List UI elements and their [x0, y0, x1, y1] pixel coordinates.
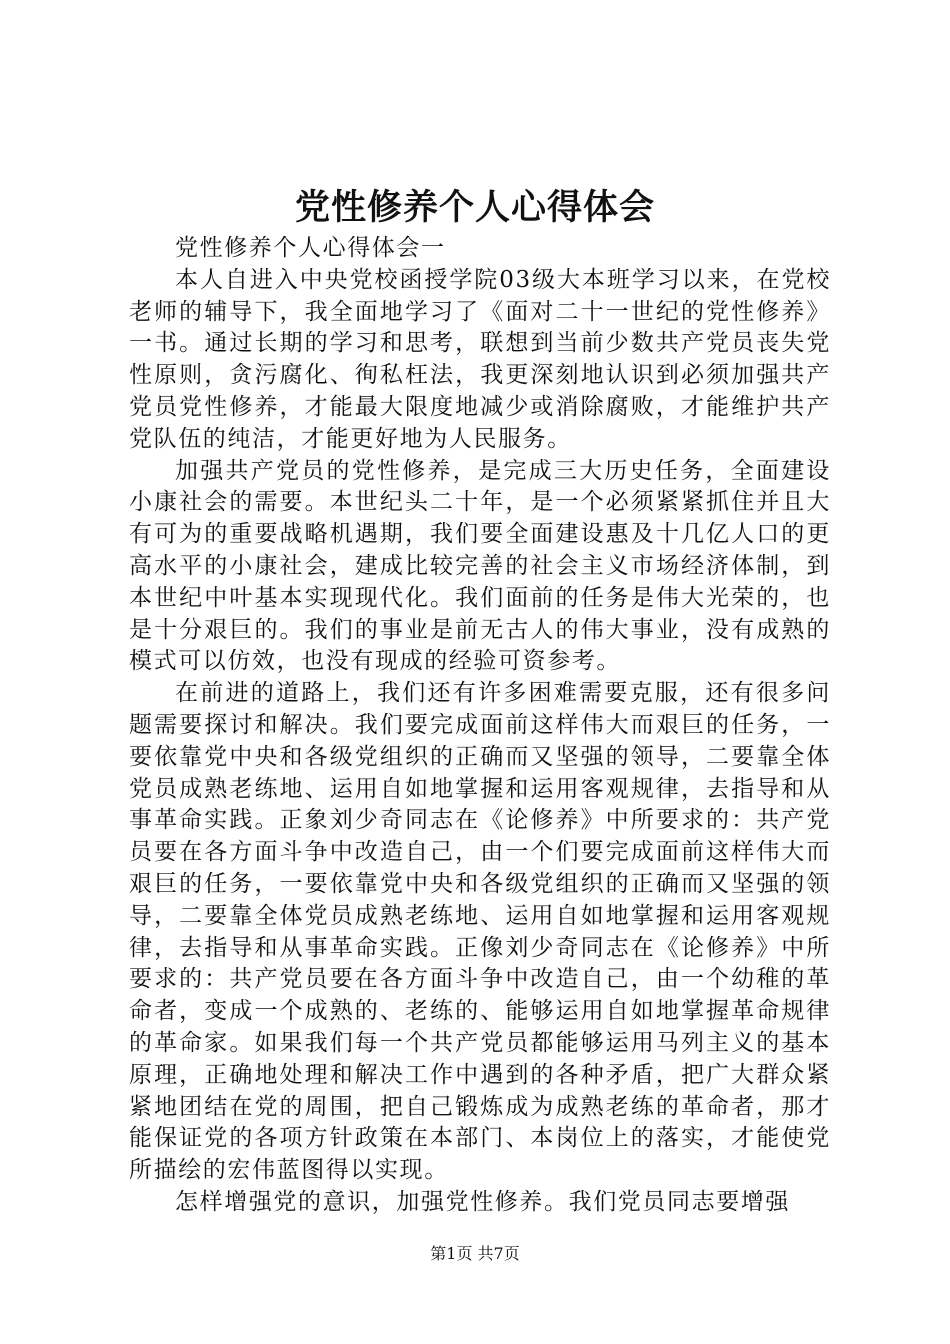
document-title: 党性修养个人心得体会	[294, 187, 655, 228]
paragraph: 怎样增强党的意识，加强党性修养。我们党员同志要增强	[175, 1188, 790, 1215]
document-body	[129, 233, 831, 1219]
paragraph: 在前进的道路上，我们还有许多困难需要克服，还有很多问题需要探讨和解决。我们要完成面前这样伟大而艰巨的任务，一要依靠党中央和各级党组织的正确而又坚强的领导，二要靠全体党员成熟老练地、运用自如地掌握和运用客观规律，去指导和从事革命实践。正象刘少奇同志在《论修养》中所要求的：共产党员要在各方面斗争中改造自己，由一个们要完成面前这样伟大而艰巨的任务，一要依靠党中央和各级党组织的正确而又坚强的领导，二要靠全体党员成熟老练地、运用自如地掌握和运用客观规律，去指导和从事革命实践。正像刘少奇同志在《论修养》中所要求的：共产党员要在各方面斗争中改造自己，由一个幼稚的革命者，变成一个成熟的、老练的、能够运用自如地掌握革命规律的革命家。如果我们每一个共产党员都能够运用马列主义的基本原理，正确地处理和解决工作中遇到的各种矛盾，把广大群众紧紧地团结在党的周围，把自己锻炼成为成熟老练的革命者，那才能保证党的各项方针政策在本部门、本岗位上的落实，才能使党所描绘的宏伟蓝图得以实现。	[129, 680, 831, 1184]
paragraph: 加强共产党员的党性修养，是完成三大历史任务，全面建设小康社会的需要。本世纪头二十年，是一个必须紧紧抓住并且大有可为的重要战略机遇期，我们要全面建设惠及十几亿人口的更高水平的小康社会，建成比较完善的社会主义市场经济体制，到本世纪中叶基本实现现代化。我们面前的任务是伟大光荣的，也是十分艰巨的。我们的事业是前无古人的伟大事业，没有成熟的模式可以仿效，也没有现成的经验可资参考。	[129, 457, 831, 675]
paragraph-subtitle: 党性修养个人心得体会一	[175, 235, 446, 261]
page-number-footer: 第1页 共7页	[430, 1244, 520, 1263]
paragraph: 本人自进入中央党校函授学院03级大本班学习以来，在党校老师的辅导下，我全面地学习了《面对二十一世纪的党性修养》一书。通过长期的学习和思考，联想到当前少数共产党员丧失党性原则，贪污腐化、徇私枉法，我更深刻地认识到必须加强共产党员党性修养，才能最大限度地减少或消除腐败，才能维护共产党队伍的纯洁，才能更好地为人民服务。	[129, 266, 831, 452]
